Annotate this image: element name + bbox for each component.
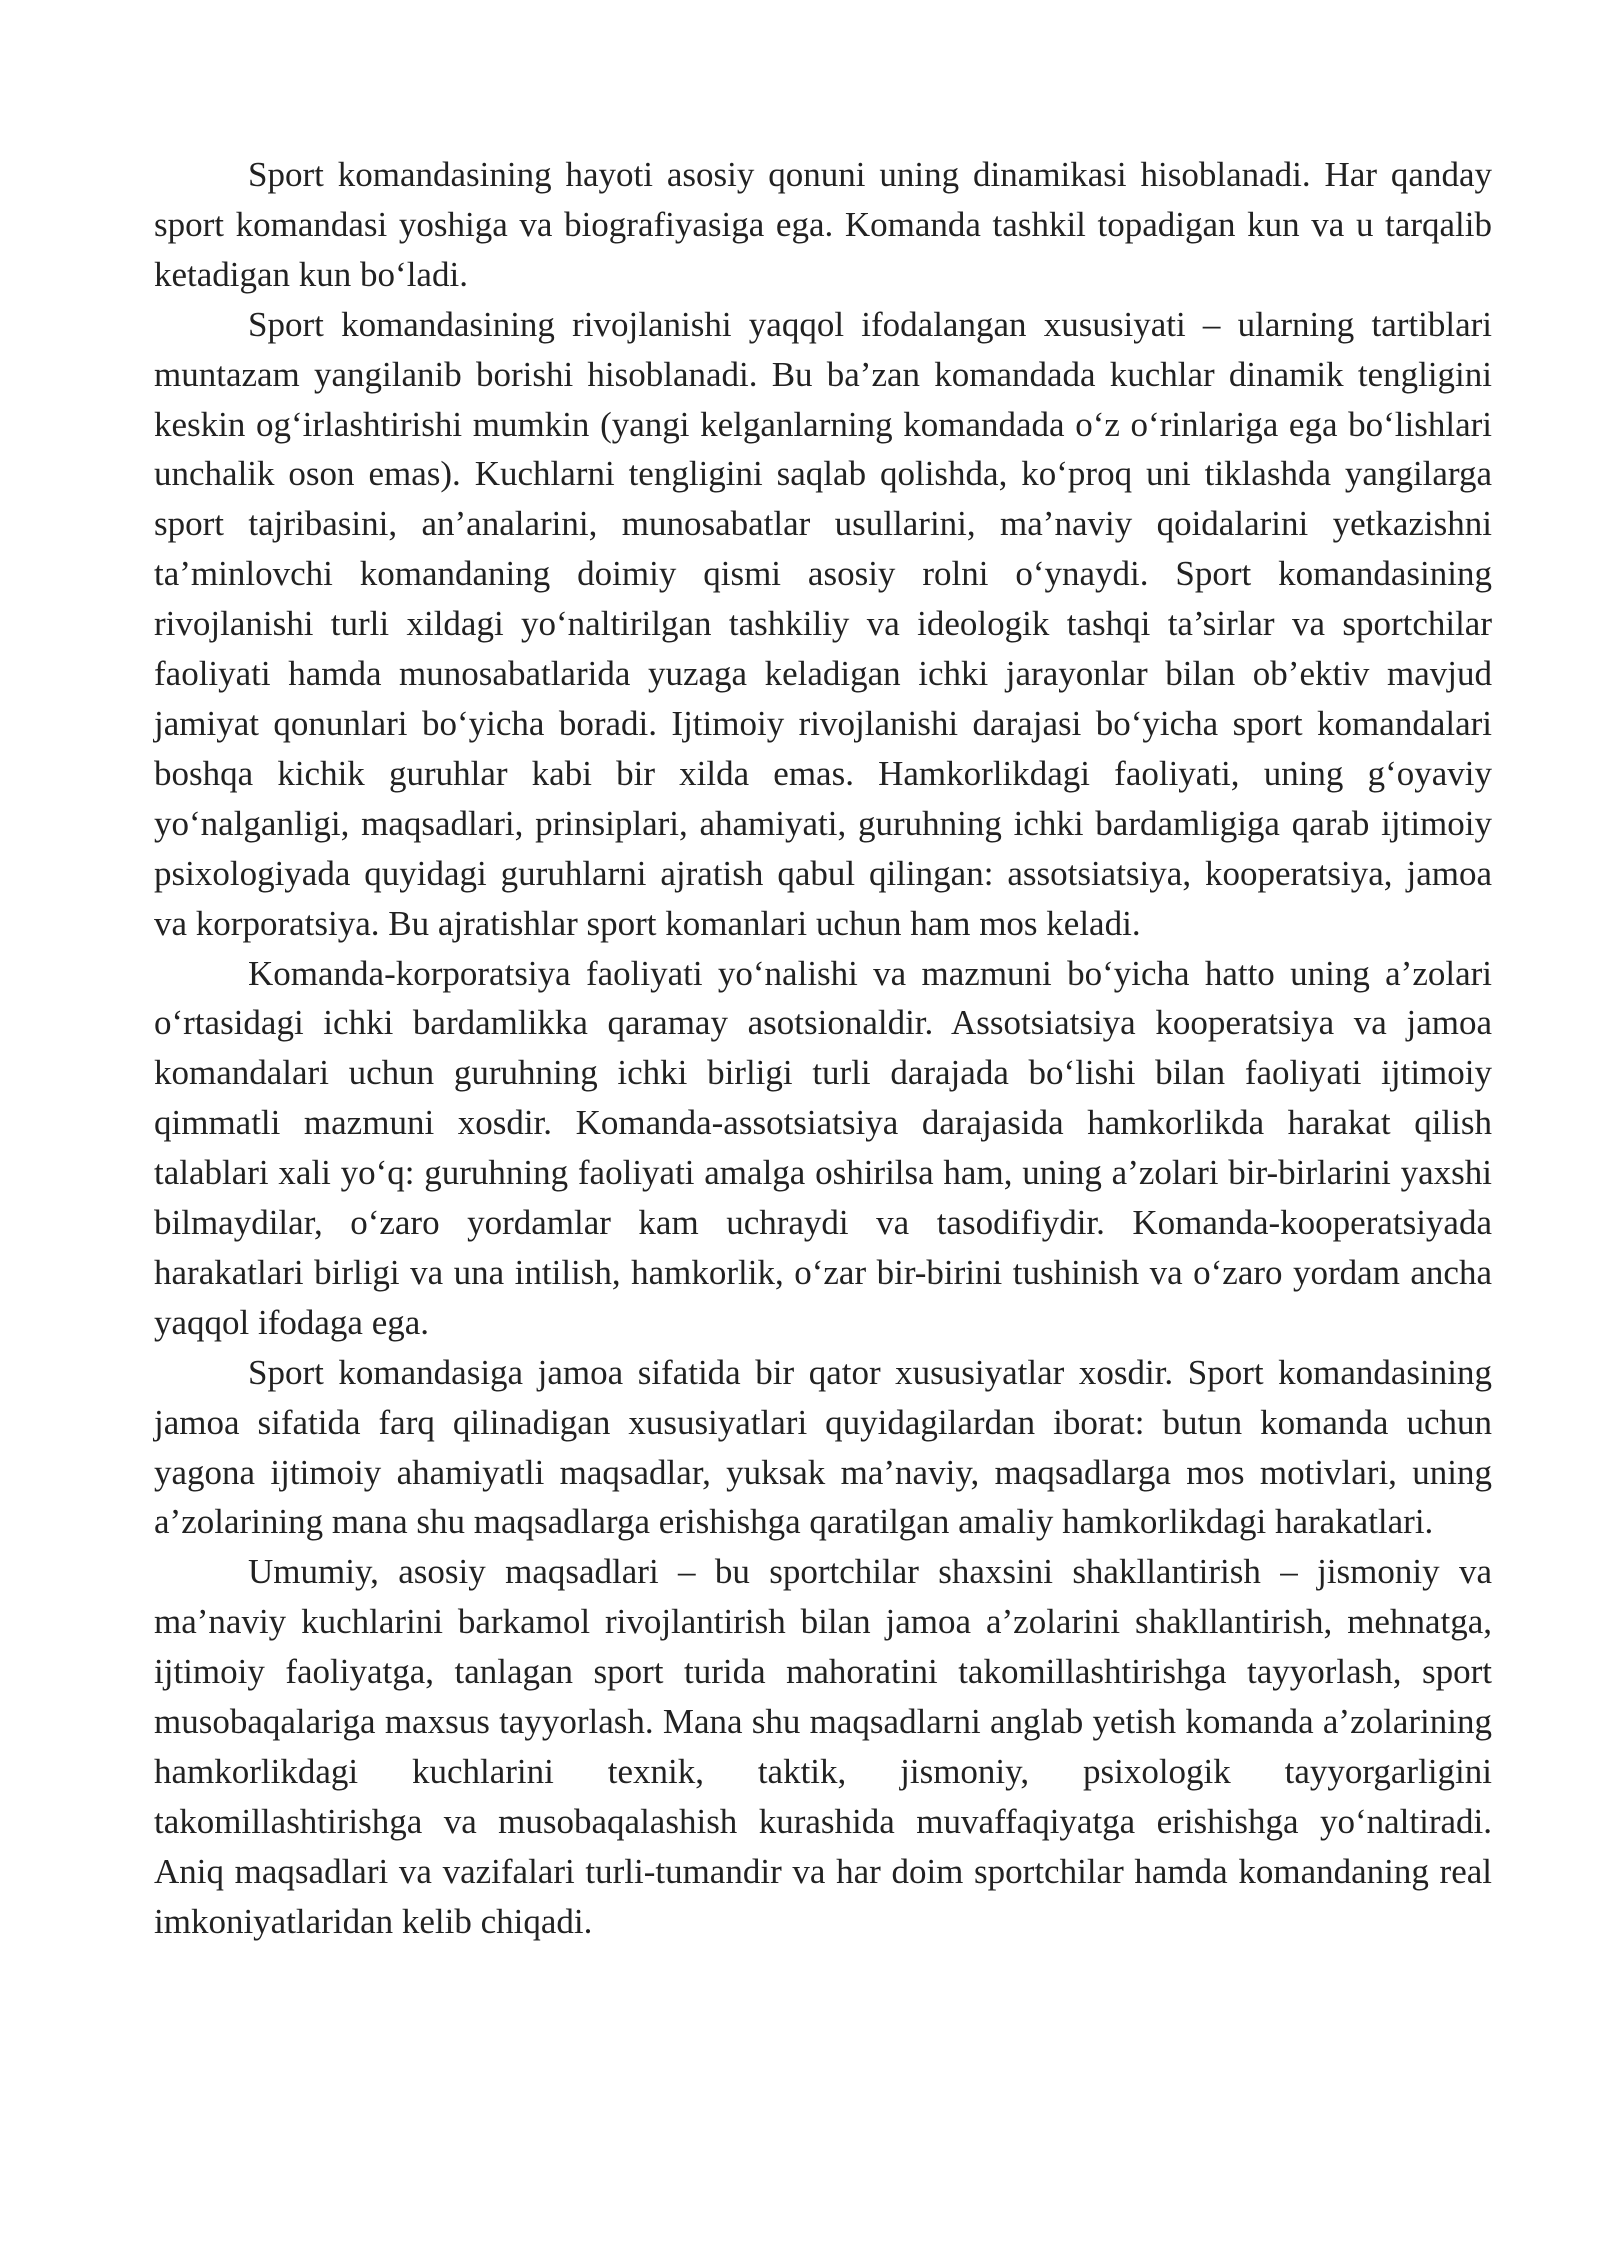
paragraph: Sport komandasiga jamoa sifatida bir qator xususiyatlar xosdir. Sport komandasining jamoa sifatida farq qilinadigan xususiyatlari quyidagilardan iborat: butun komanda uchun yagona ijtimoiy ahamiyatli maqsadlar, yuksak ma’naviy, maqsadlarga mos motivlari, uning a’zolarining mana shu maqsadlarga erishishga qaratilgan amaliy hamkorlikdagi harakatlari. [154, 1352, 1492, 1542]
paragraph: Sport komandasining rivojlanishi yaqqol ifodalangan xususiyati – ularning tartiblari muntazam yangilanib borishi hisoblanadi. Bu ba’zan komandada kuchlar dinamik tengligini keskin og‘irlashtirishi mumkin (yangi kelganlarning komandada o‘z o‘rinlariga ega bo‘lishlari unchalik oson emas). Kuchlarni tengligini saqlab qolishda, ko‘proq uni tiklashda yangilarga sport tajribasini, an’analarini, munosabatlar usullarini, ma’naviy qoidalarini yetkazishni ta’minlovchi komandaning doimiy qismi asosiy rolni o‘ynaydi. Sport komandasining rivojlanishi turli xildagi yo‘naltirilgan tashkiliy va ideologik tashqi ta’sirlar va sportchilar faoliyati hamda munosabatlarida yuzaga keladigan ichki jarayonlar bilan ob’ektiv mavjud jamiyat qonunlari bo‘yicha boradi. Ijtimoiy rivojlanishi darajasi bo‘yicha sport komandalari boshqa kichik guruhlar kabi bir xilda emas. Hamkorlikdagi faoliyati, uning g‘oyaviy yo‘nalganligi, maqsadlari, prinsiplari, ahamiyati, guruhning ichki bardamligiga qarab ijtimoiy psixologiyada quyidagi guruhlarni ajratish qabul qilingan: assotsiatsiya, kooperatsiya, jamoa va korporatsiya. Bu ajratishlar sport komanlari uchun ham mos keladi. [154, 304, 1492, 943]
paragraph: Umumiy, asosiy maqsadlari – bu sportchilar shaxsini shakllantirish – jismoniy va ma’naviy kuchlarini barkamol rivojlantirish bilan jamoa a’zolarini shakllantirish, mehnatga, ijtimoiy faoliyatga, tanlagan sport turida mahoratini takomillashtirishga tayyorlash, sport musobaqalariga maxsus tayyorlash. Mana shu maqsadlarni anglab yetish komanda a’zolarining hamkorlikdagi kuchlarini texnik, taktik, jismoniy, psixologik tayyorgarligini takomillashtirishga va musobaqalashish kurashida muvaffaqiyatga erishishga yo‘naltiradi. Aniq maqsadlari va vazifalari turli-tumandir va har doim sportchilar hamda komandaning real imkoniyatlaridan kelib chiqadi. [154, 1552, 1492, 1941]
document-body [154, 150, 1492, 1947]
paragraph: Komanda-korporatsiya faoliyati yo‘nalishi va mazmuni bo‘yicha hatto uning a’zolari o‘rtasidagi ichki bardamlikka qaramay asotsionaldir. Assotsiatsiya kooperatsiya va jamoa komandalari uchun guruhning ichki birligi turli darajada bo‘lishi bilan faoliyati ijtimoiy qimmatli mazmuni xosdir. Komanda-assotsiatsiya darajasida hamkorlikda harakat qilish talablari xali yo‘q: guruhning faoliyati amalga oshirilsa ham, uning a’zolari bir-birlarini yaxshi bilmaydilar, o‘zaro yordamlar kam uchraydi va tasodifiydir. Komanda-kooperatsiyada harakatlari birligi va una intilish, hamkorlik, o‘zar bir-birini tushinish va o‘zaro yordam ancha yaqqol ifodaga ega. [154, 953, 1492, 1342]
paragraph: Sport komandasining hayoti asosiy qonuni uning dinamikasi hisoblanadi. Har qanday sport komandasi yoshiga va biografiyasiga ega. Komanda tashkil topadigan kun va u tarqalib ketadigan kun bo‘ladi. [154, 155, 1492, 294]
